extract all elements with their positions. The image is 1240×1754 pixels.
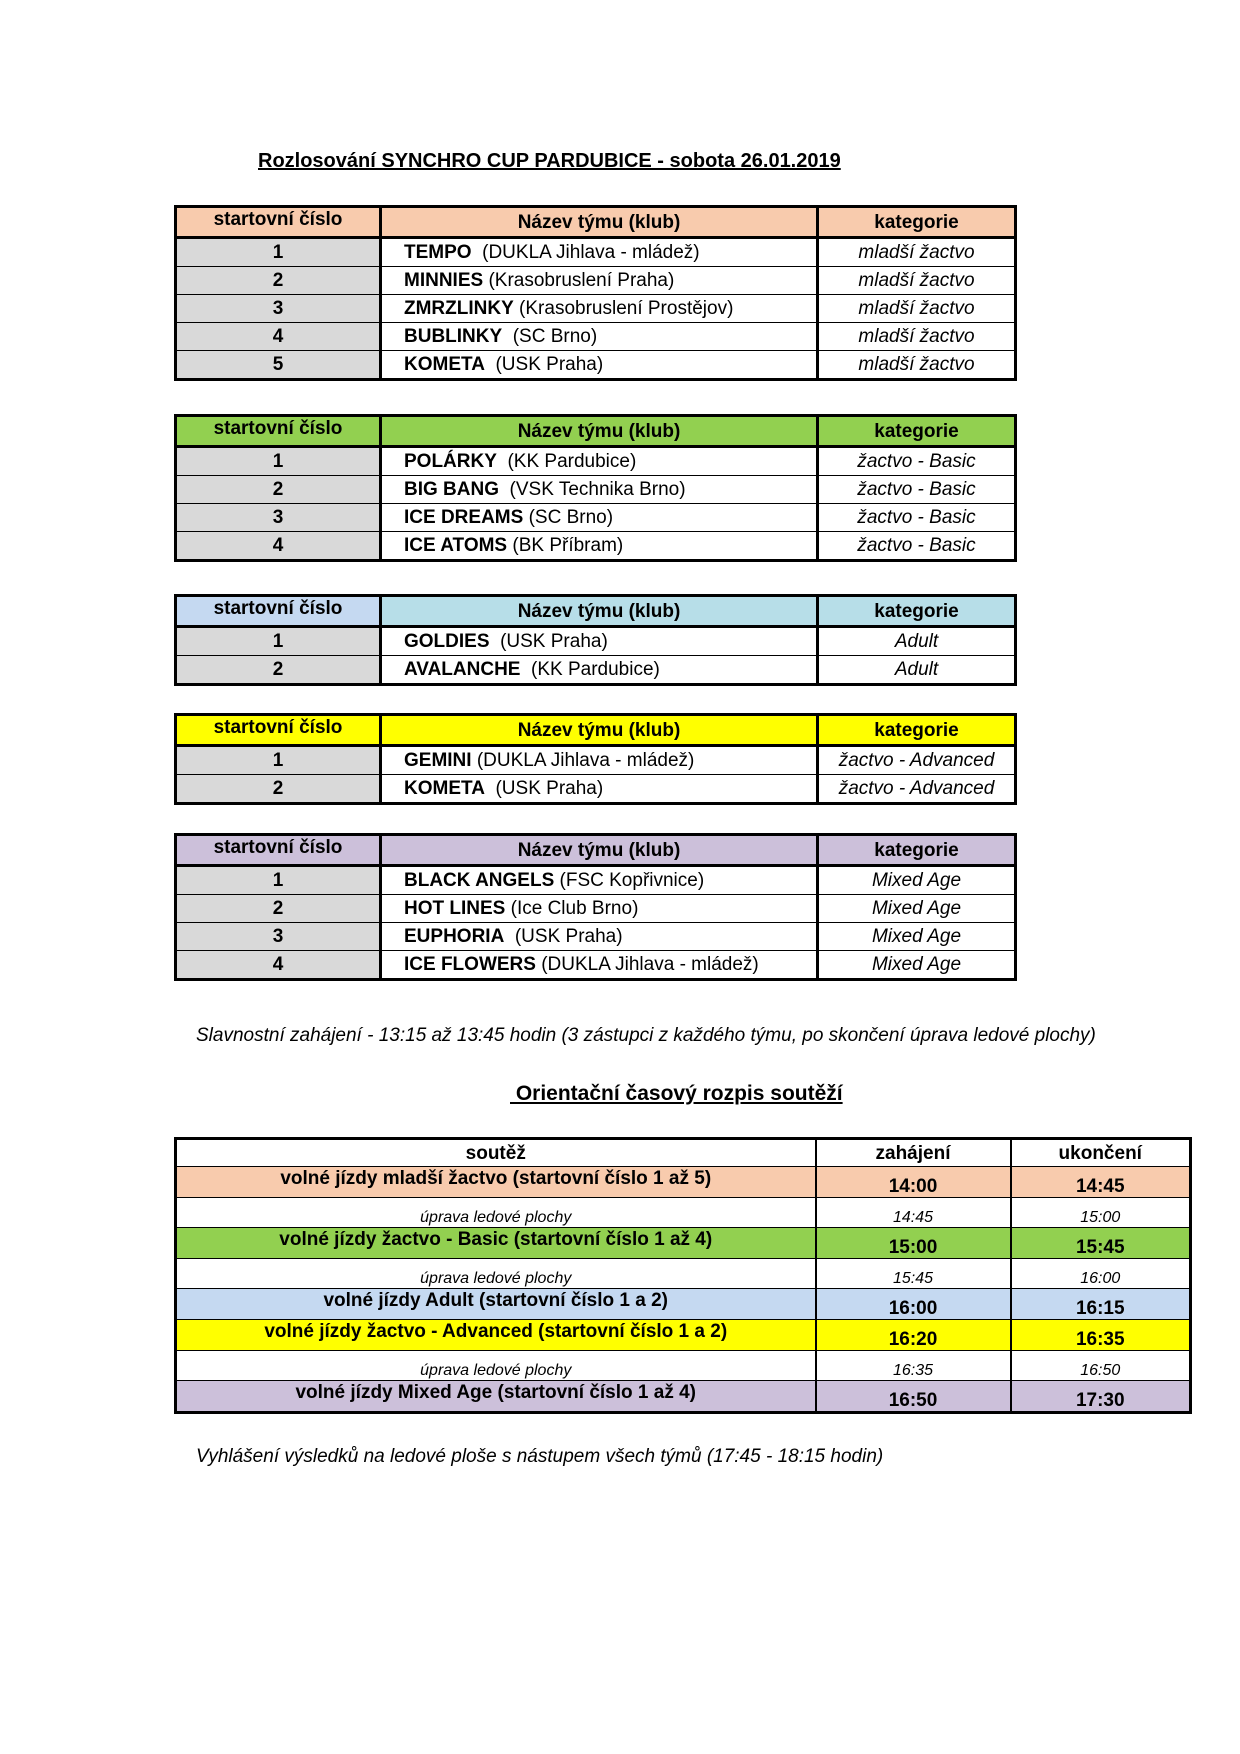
end-time: 16:50 [1011, 1351, 1191, 1381]
club-name: (DUKLA Jihlava - mládež) [535, 954, 759, 975]
club-name: (SC Brno) [523, 507, 614, 528]
header-event: soutěž [176, 1139, 816, 1167]
team-cell [381, 323, 818, 351]
table-header [176, 207, 1016, 238]
event-name: volné jízdy Mixed Age (startovní číslo 1 až 4) [176, 1381, 816, 1413]
club-name: (KK Pardubice) [496, 451, 637, 472]
club-name: (USK Praha) [489, 631, 608, 652]
schedule-row [176, 1289, 1191, 1320]
schedule-row [176, 1167, 1191, 1198]
category: mladší žactvo [818, 238, 1016, 267]
category: Adult [818, 627, 1016, 656]
category: Adult [818, 656, 1016, 685]
team-name: ZMRZLINKY [404, 298, 514, 319]
schedule-title: Orientační časový rozpis soutěží [510, 1082, 843, 1105]
team-name: ICE DREAMS [404, 507, 524, 528]
start-number: 2 [176, 476, 381, 504]
event-name: volné jízdy mladší žactvo (startovní číslo 1 až 5) [176, 1167, 816, 1198]
category: žactvo - Advanced [818, 746, 1016, 775]
header-team: Název týmu (klub) [381, 715, 818, 746]
team-cell [381, 267, 818, 295]
start-number: 1 [176, 447, 381, 476]
table-row [176, 532, 1016, 561]
start-number: 1 [176, 238, 381, 267]
club-name: (USK Praha) [484, 778, 604, 799]
team-name: BIG BANG [404, 479, 499, 500]
start-time: 16:50 [816, 1381, 1011, 1413]
start-time: 16:35 [816, 1351, 1011, 1381]
start-number: 1 [176, 627, 381, 656]
category: žactvo - Basic [818, 476, 1016, 504]
start-time: 14:45 [816, 1198, 1011, 1228]
draw-table-5 [174, 833, 1017, 981]
header-category: kategorie [818, 416, 1016, 447]
table-header [176, 596, 1016, 627]
end-time: 16:35 [1011, 1320, 1191, 1351]
table-row [176, 775, 1016, 804]
team-name: GEMINI [404, 750, 472, 771]
table-row [176, 951, 1016, 980]
start-time: 15:00 [816, 1228, 1011, 1259]
category: mladší žactvo [818, 295, 1016, 323]
table-row [176, 267, 1016, 295]
club-name: (SC Brno) [502, 326, 598, 347]
header-start-number: startovní číslo [176, 207, 381, 238]
category: žactvo - Basic [818, 447, 1016, 476]
team-cell [381, 351, 818, 380]
header-end-time: ukončení [1011, 1139, 1191, 1167]
team-name: GOLDIES [404, 631, 490, 652]
team-cell [381, 656, 818, 685]
header-start-number: startovní číslo [176, 596, 381, 627]
header-team: Název týmu (klub) [381, 596, 818, 627]
schedule-row [176, 1381, 1191, 1413]
end-time: 15:45 [1011, 1228, 1191, 1259]
club-name: (USK Praha) [484, 354, 604, 375]
table-row [176, 656, 1016, 685]
table-row [176, 627, 1016, 656]
category: Mixed Age [818, 895, 1016, 923]
start-number: 1 [176, 746, 381, 775]
table-header [176, 715, 1016, 746]
club-name: (VSK Technika Brno) [499, 479, 686, 500]
category: Mixed Age [818, 866, 1016, 895]
club-name: (Ice Club Brno) [505, 898, 639, 919]
start-number: 4 [176, 323, 381, 351]
team-cell [381, 923, 818, 951]
table-row [176, 923, 1016, 951]
category: Mixed Age [818, 951, 1016, 980]
team-name: BLACK ANGELS [404, 870, 555, 891]
club-name: (DUKLA Jihlava - mládež) [471, 750, 695, 771]
team-name: TEMPO [404, 242, 472, 263]
team-cell [381, 746, 818, 775]
team-name: AVALANCHE [404, 659, 521, 680]
table-row [176, 351, 1016, 380]
schedule-table [174, 1137, 1192, 1414]
team-name: ICE ATOMS [404, 535, 508, 556]
team-name: MINNIES [404, 270, 484, 291]
header-team: Název týmu (klub) [381, 207, 818, 238]
table-header [176, 835, 1016, 866]
category: mladší žactvo [818, 323, 1016, 351]
club-name: (DUKLA Jihlava - mládež) [471, 242, 700, 263]
table-row [176, 447, 1016, 476]
team-cell [381, 447, 818, 476]
team-cell [381, 627, 818, 656]
category: mladší žactvo [818, 267, 1016, 295]
start-number: 1 [176, 866, 381, 895]
schedule-row [176, 1320, 1191, 1351]
team-cell [381, 775, 818, 804]
table-row [176, 323, 1016, 351]
table-row [176, 238, 1016, 267]
team-cell [381, 295, 818, 323]
event-name: volné jízdy žactvo - Advanced (startovní číslo 1 a 2) [176, 1320, 816, 1351]
header-start-number: startovní číslo [176, 835, 381, 866]
club-name: (Krasobruslení Prostějov) [513, 298, 734, 319]
team-name: ICE FLOWERS [404, 954, 536, 975]
table-row [176, 746, 1016, 775]
header-start-time: zahájení [816, 1139, 1011, 1167]
club-name: (FSC Kopřivnice) [554, 870, 705, 891]
header-category: kategorie [818, 596, 1016, 627]
header-team: Název týmu (klub) [381, 835, 818, 866]
end-time: 14:45 [1011, 1167, 1191, 1198]
start-time: 15:45 [816, 1259, 1011, 1289]
club-name: (KK Pardubice) [520, 659, 660, 680]
header-category: kategorie [818, 207, 1016, 238]
event-name: úprava ledové plochy [176, 1351, 816, 1381]
schedule-row [176, 1259, 1191, 1289]
category: Mixed Age [818, 923, 1016, 951]
team-cell [381, 504, 818, 532]
event-name: úprava ledové plochy [176, 1198, 816, 1228]
start-number: 3 [176, 295, 381, 323]
header-category: kategorie [818, 715, 1016, 746]
event-name: úprava ledové plochy [176, 1259, 816, 1289]
draw-table-2 [174, 414, 1017, 562]
draw-table-1 [174, 205, 1017, 381]
end-time: 16:15 [1011, 1289, 1191, 1320]
club-name: (USK Praha) [504, 926, 623, 947]
start-number: 4 [176, 951, 381, 980]
table-row [176, 476, 1016, 504]
table-row [176, 895, 1016, 923]
start-time: 14:00 [816, 1167, 1011, 1198]
team-name: KOMETA [404, 354, 485, 375]
team-cell [381, 951, 818, 980]
team-name: POLÁRKY [404, 451, 497, 472]
opening-note: Slavnostní zahájení - 13:15 až 13:45 hodin (3 zástupci z každého týmu, po skončení úprava ledové plochy) [196, 1025, 1096, 1046]
start-number: 2 [176, 895, 381, 923]
team-cell [381, 238, 818, 267]
start-number: 2 [176, 656, 381, 685]
team-cell [381, 895, 818, 923]
schedule-row [176, 1351, 1191, 1381]
end-time: 15:00 [1011, 1198, 1191, 1228]
draw-table-3 [174, 594, 1017, 686]
team-name: KOMETA [404, 778, 485, 799]
header-category: kategorie [818, 835, 1016, 866]
start-number: 5 [176, 351, 381, 380]
schedule-row [176, 1228, 1191, 1259]
header-team: Název týmu (klub) [381, 416, 818, 447]
document-title: Rozlosování SYNCHRO CUP PARDUBICE - sobota 26.01.2019 [258, 150, 841, 172]
header-start-number: startovní číslo [176, 715, 381, 746]
start-number: 2 [176, 267, 381, 295]
end-time: 16:00 [1011, 1259, 1191, 1289]
category: žactvo - Basic [818, 532, 1016, 561]
team-cell [381, 532, 818, 561]
start-time: 16:20 [816, 1320, 1011, 1351]
table-row [176, 504, 1016, 532]
category: žactvo - Advanced [818, 775, 1016, 804]
header-start-number: startovní číslo [176, 416, 381, 447]
table-header [176, 416, 1016, 447]
start-number: 4 [176, 532, 381, 561]
team-name: EUPHORIA [404, 926, 505, 947]
category: žactvo - Basic [818, 504, 1016, 532]
start-number: 3 [176, 504, 381, 532]
club-name: (Krasobruslení Praha) [483, 270, 675, 291]
start-number: 2 [176, 775, 381, 804]
schedule-header [176, 1139, 1191, 1167]
team-cell [381, 866, 818, 895]
team-name: BUBLINKY [404, 326, 503, 347]
start-time: 16:00 [816, 1289, 1011, 1320]
event-name: volné jízdy Adult (startovní číslo 1 a 2) [176, 1289, 816, 1320]
team-name: HOT LINES [404, 898, 506, 919]
start-number: 3 [176, 923, 381, 951]
club-name: (BK Příbram) [507, 535, 624, 556]
table-row [176, 866, 1016, 895]
closing-note: Vyhlášení výsledků na ledové ploše s nástupem všech týmů (17:45 - 18:15 hodin) [196, 1446, 884, 1467]
draw-table-4 [174, 713, 1017, 805]
table-row [176, 295, 1016, 323]
category: mladší žactvo [818, 351, 1016, 380]
schedule-row [176, 1198, 1191, 1228]
end-time: 17:30 [1011, 1381, 1191, 1413]
event-name: volné jízdy žactvo - Basic (startovní číslo 1 až 4) [176, 1228, 816, 1259]
team-cell [381, 476, 818, 504]
